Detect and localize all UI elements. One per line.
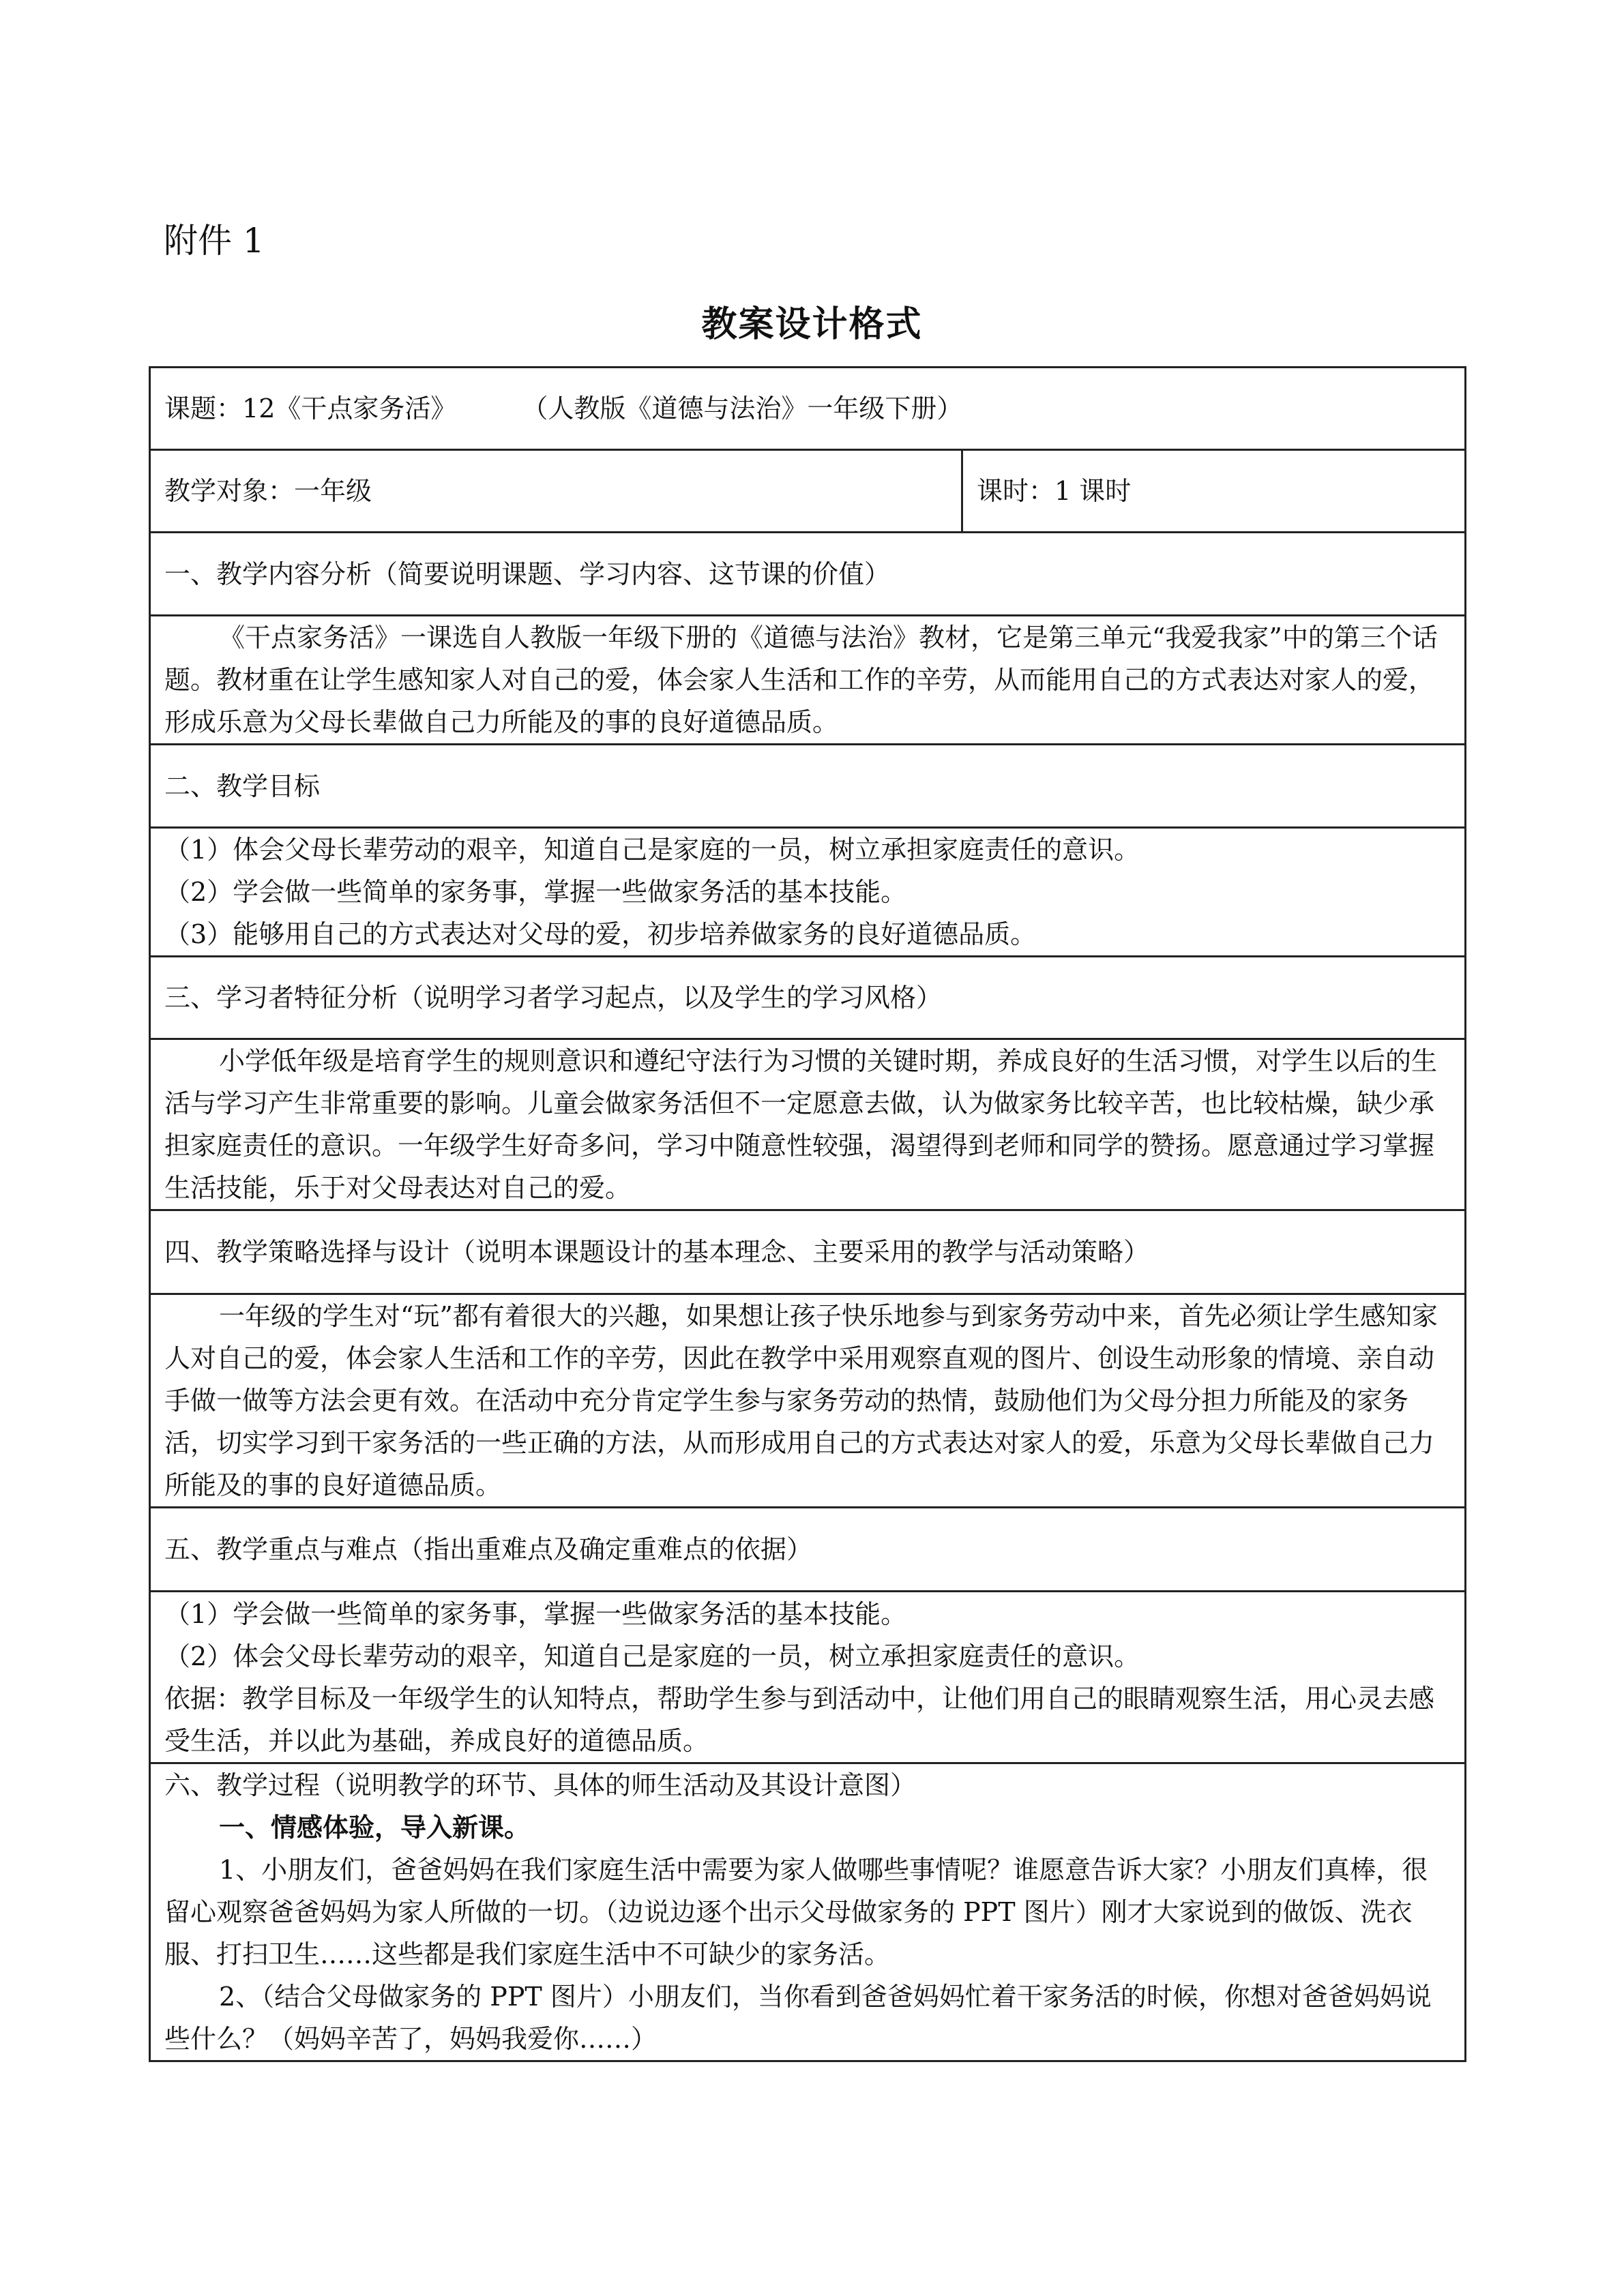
key-point-item: （2）体会父母长辈劳动的艰辛，知道自己是家庭的一员，树立承担家庭责任的意识。 [164,1641,1140,1671]
learner-analysis-text: 小学低年级是培育学生的规则意识和遵纪守法行为习惯的关键时期，养成良好的生活习惯，对学生以后的生活与学习产生非常重要的影响。儿童会做家务活但不一定愿意去做，认为做家务比较辛苦，也比较枯燥，缺少承担家庭责任的意识。一年级学生好奇多问，学习中随意性较强，渴望得到老师和同学的赞扬。愿意通过学习掌握生活技能，乐于对父母表达对自己的爱。 [164,1046,1438,1203]
content-analysis-cell [150,616,1466,745]
process-step-1: 1、小朋友们，爸爸妈妈在我们家庭生活中需要为家人做哪些事情呢？谁愿意告诉大家？小朋友们真棒，很留心观察爸爸妈妈为家人所做的一切。（边说边逐个出示父母做家务的 PPT 图片）刚才大家说到的做饭、洗衣服、打扫卫生……这些都是我们家庭生活中不可缺少的家务活。 [164,1855,1428,1969]
strategy-cell [150,1294,1466,1508]
objective-item: （3）能够用自己的方式表达对父母的爱，初步培养做家务的良好道德品质。 [164,919,1037,949]
sec1-body-row [150,616,1466,745]
attachment-label: 附件 1 [164,221,265,260]
topic-value: 12《干点家务活》 [242,393,457,423]
objectives-heading: 二、教学目标 [150,745,1466,828]
topic-edition: （人教版《道德与法治》一年级下册） [522,393,963,423]
sec4-body-row [150,1294,1466,1508]
objective-item: （2）学会做一些简单的家务事，掌握一些做家务活的基本技能。 [164,877,907,907]
key-points-cell [150,1592,1466,1763]
key-points-heading: 五、教学重点与难点（指出重难点及确定重难点的依据） [150,1508,1466,1592]
object-row [150,450,1466,533]
sec3-heading-row [150,957,1466,1039]
sec5-body-row [150,1592,1466,1763]
topic-label: 课题： [164,393,243,423]
content-analysis-text: 《干点家务活》一课选自人教版一年级下册的《道德与法治》教材，它是第三单元“我爱我家”中的第三个话题。教材重在让学生感知家人对自己的爱，体会家人生活和工作的辛劳，从而能用自己的方式表达对家人的爱，形成乐意为父母长辈做自己力所能及的事的良好道德品质。 [164,623,1438,737]
sec2-body-row [150,828,1466,957]
teaching-object-cell: 教学对象：一年级 [150,450,962,533]
key-points-basis: 依据：教学目标及一年级学生的认知特点，帮助学生参与到活动中，让他们用自己的眼睛观察生活，用心灵去感受生活，并以此为基础，养成良好的道德品质。 [164,1683,1435,1756]
page-title: 教案设计格式 [701,303,923,345]
content-analysis-heading: 一、教学内容分析（简要说明课题、学习内容、这节课的价值） [150,533,1466,616]
class-hours-cell: 课时：1 课时 [962,450,1466,533]
sec1-heading-row [150,533,1466,616]
key-point-item: （1）学会做一些简单的家务事，掌握一些做家务活的基本技能。 [164,1598,907,1629]
process-cell [150,1763,1466,2061]
sec5-heading-row [150,1508,1466,1592]
process-subheading: 一、情感体验，导入新课。 [219,1812,531,1843]
lesson-plan-table [149,366,1466,2062]
sec6-row [150,1763,1466,2061]
process-heading: 六、教学过程（说明教学的环节、具体的师生活动及其设计意图） [164,1770,917,1800]
objectives-cell [150,828,1466,957]
objective-item: （1）体会父母长辈劳动的艰辛，知道自己是家庭的一员，树立承担家庭责任的意识。 [164,835,1140,865]
topic-row [150,368,1466,450]
learner-analysis-heading: 三、学习者特征分析（说明学习者学习起点，以及学生的学习风格） [150,957,1466,1039]
sec2-heading-row [150,745,1466,828]
process-step-2: 2、（结合父母做家务的 PPT 图片）小朋友们，当你看到爸爸妈妈忙着干家务活的时候，你想对爸爸妈妈说些什么？（妈妈辛苦了，妈妈我爱你……） [164,1982,1432,2054]
strategy-text: 一年级的学生对“玩”都有着很大的兴趣，如果想让孩子快乐地参与到家务劳动中来，首先必须让学生感知家人对自己的爱，体会家人生活和工作的辛劳，因此在教学中采用观察直观的图片、创设生动形象的情境、亲自动手做一做等方法会更有效。在活动中充分肯定学生参与家务劳动的热情，鼓励他们为父母分担力所能及的家务活，切实学习到干家务活的一些正确的方法，从而形成用自己的方式表达对家人的爱，乐意为父母长辈做自己力所能及的事的良好道德品质。 [164,1301,1438,1500]
learner-analysis-cell [150,1039,1466,1210]
sec3-body-row [150,1039,1466,1210]
strategy-heading: 四、教学策略选择与设计（说明本课题设计的基本理念、主要采用的教学与活动策略） [150,1210,1466,1294]
topic-cell [150,368,1466,450]
sec4-heading-row [150,1210,1466,1294]
